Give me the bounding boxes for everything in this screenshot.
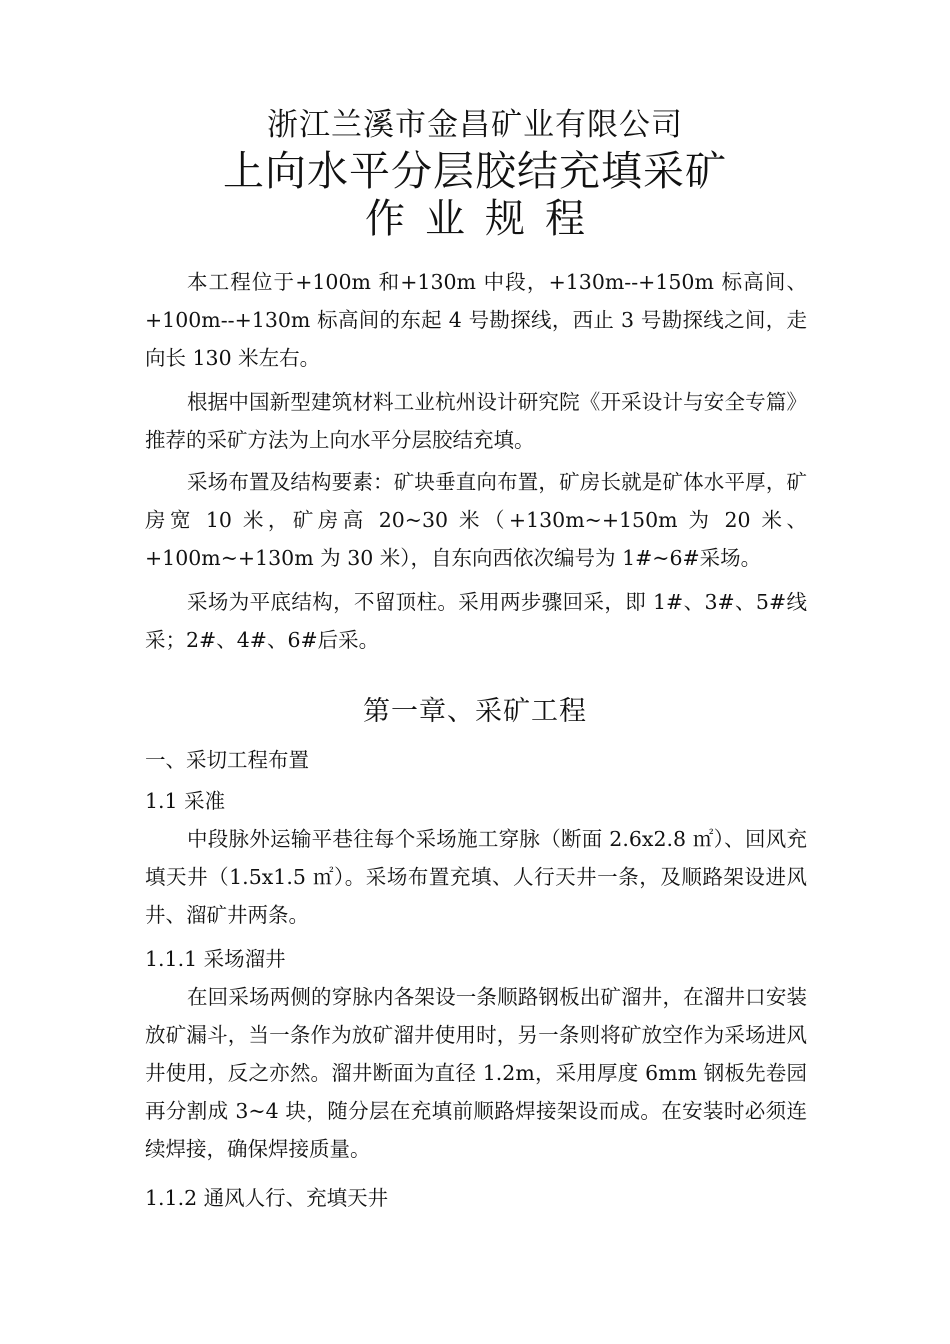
intro-paragraph-location: 本工程位于+100m 和+130m 中段，+130m--+150m 标高间、+100m--+130m 标高间的东起 4 号勘探线，西止 3 号勘探线之间，走向长 130 米左右。 xyxy=(145,270,807,370)
chapter-title: 第一章、采矿工程 xyxy=(363,696,587,727)
document-subtitle: 作业规程 xyxy=(365,196,605,242)
subsubsection-paragraph: 在回采场两侧的穿脉内各架设一条顺路钢板出矿溜井，在溜井口安装放矿漏斗，当一条作为放矿溜井使用时，另一条则将矿放空作为采场进风井使用，反之亦然。溜井断面为直径 1.2m，采用厚度 6mm 钢板先卷园再分割成 3~4 块，随分层在充填前顺路焊接架设而成。在安装时必须连续焊接，确保焊接质量。 xyxy=(145,985,807,1161)
document-title: 上向水平分层胶结充填采矿 xyxy=(223,147,727,195)
intro-paragraph-structure: 采场为平底结构，不留顶柱。采用两步骤回采，即 1#、3#、5#线采；2#、4#、6#后采。 xyxy=(145,590,807,652)
subsubsection-heading: 1.1.1 采场溜井 xyxy=(145,947,286,971)
intro-paragraph-layout: 采场布置及结构要素：矿块垂直向布置，矿房长就是矿体水平厚，矿房宽 10 米，矿房高 20~30 米（+130m~+150m 为 20 米、+100m~+130m 为 30 米），自东向西依次编号为 1#~6#采场。 xyxy=(145,470,807,570)
section-heading: 一、采切工程布置 xyxy=(145,748,309,772)
intro-paragraph-method: 根据中国新型建筑材料工业杭州设计研究院《开采设计与安全专篇》推荐的采矿方法为上向水平分层胶结充填。 xyxy=(145,390,807,452)
subsubsection-heading: 1.1.2 通风人行、充填天井 xyxy=(145,1186,389,1210)
subsection-paragraph: 中段脉外运输平巷往每个采场施工穿脉（断面 2.6x2.8 ㎡）、回风充填天井（1.5x1.5 ㎡）。采场布置充填、人行天井一条，及顺路架设进风井、溜矿井两条。 xyxy=(145,827,807,927)
company-name: 浙江兰溪市金昌矿业有限公司 xyxy=(267,107,683,143)
subsection-heading: 1.1 采准 xyxy=(145,789,226,813)
